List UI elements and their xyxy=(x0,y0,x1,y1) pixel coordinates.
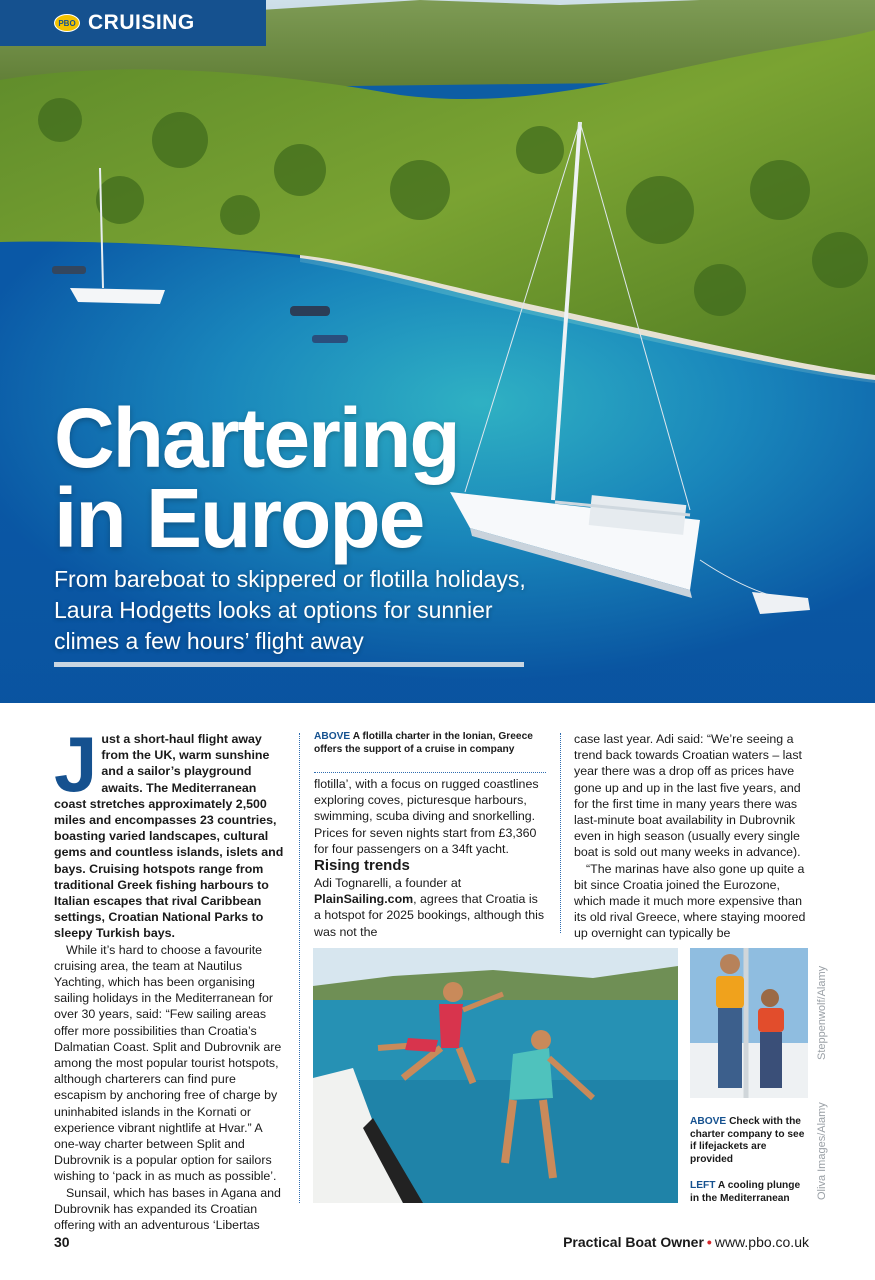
hero-divider xyxy=(54,662,524,667)
headline xyxy=(54,391,459,565)
dinghy xyxy=(290,306,330,316)
section-label: CRUISING xyxy=(88,11,195,34)
body-paragraph: While it’s hard to choose a favourite cruising area, the team at Nautilus Yachting, which has been organising sailing holidays in the Mediterranean for over 30 years, said: “Few sailing areas offer more possibilities than Croatia’s Dalmatian Coast. Split and Dubrovnik are among the most popular tourist hotspots, although charterers can find pure escapism by anchoring free of charge by uninhabited islands in the Kornati or experience vibrant nightlife at Hvar.” A one-way charter between Split and Dubrovnik is a popular option for sailors wishing to ‘pack in as much as possible’. xyxy=(54,942,282,1184)
article-column-3 xyxy=(574,731,810,942)
section-tab xyxy=(0,0,266,46)
caption-divider xyxy=(314,772,546,773)
column-divider xyxy=(299,733,300,1203)
caption-text: A flotilla charter in the Ionian, Greece offers the support of a cruise in company xyxy=(314,731,533,755)
lifejackets-photo-illustration xyxy=(690,948,808,1098)
headline-line-1: Chartering xyxy=(54,391,459,485)
body-text: , agrees that Croatia is a hotspot for 2025 bookings, although this was not the xyxy=(314,892,545,939)
page-number: 30 xyxy=(54,1234,70,1250)
article-column-1 xyxy=(54,720,284,1233)
footer-masthead xyxy=(563,1234,809,1250)
photo-caption-above xyxy=(314,731,546,776)
body-text: Adi Tognarelli, a founder at xyxy=(314,876,462,891)
dinghy xyxy=(312,335,348,343)
body-paragraph: Sunsail, which has bases in Agana and Dubrovnik has expanded its Croatian offering with an adventurous ‘Libertas xyxy=(54,1185,281,1233)
column-divider xyxy=(560,733,561,933)
caption-tag: LEFT xyxy=(690,1180,716,1191)
caption-tag: ABOVE xyxy=(690,1116,727,1127)
photo-lifejackets xyxy=(690,948,808,1098)
dinghy xyxy=(52,266,86,274)
photo-credit: Oliva Images/Alamy xyxy=(816,1102,828,1200)
caption-text: Check with the charter company to see if lifejackets are provided xyxy=(690,1116,805,1165)
plunge-photo-illustration xyxy=(313,948,678,1203)
body-paragraph: “The marinas have also gone up quite a bit since Croatia joined the Eurozone, which made it much more expensive than its old rival Greece, where staying moored up overnight can typically be xyxy=(574,861,806,941)
caption-text: A cooling plunge in the Mediterranean xyxy=(690,1180,801,1204)
intro-paragraph: ust a short-haul flight away from the UK, warm sunshine and a sailor’s playground awaits. The Mediterranean coast stretches approximately 2,500 miles and encompasses 23 countries, boasting varied landscapes, cultural gems and countless islands, islets and bays. Cruising hotspots range from traditional Greek fishing harbours to Italian escapes that rival Caribbean settings, Croatian National Parks to sleepy Turkish bays. xyxy=(54,732,284,941)
body-paragraph: case last year. Adi said: “We’re seeing a trend back towards Croatian waters – last year there was a drop off as prices have gone up and up in the last five years, and for the first time in many years there was last-minute boat availability in Dubrovnik even in high season (usually every single boat is sold out many weeks in advance). xyxy=(574,732,802,860)
caption-tag: ABOVE xyxy=(314,731,351,742)
headline-line-2: in Europe xyxy=(54,471,424,565)
caption-plunge xyxy=(690,1180,812,1205)
website-link[interactable]: PlainSailing.com xyxy=(314,892,414,907)
article-column-2 xyxy=(314,731,546,940)
pbo-logo: PBO xyxy=(54,14,80,32)
photo-credit: Steppenwolf/Alamy xyxy=(816,965,828,1060)
standfirst: From bareboat to skippered or flotilla holidays, Laura Hodgetts looks at options for sunnier climes a few hours’ flight away xyxy=(54,566,526,654)
separator-dot: • xyxy=(706,1234,712,1250)
body-paragraph: flotilla’, with a focus on rugged coastlines exploring coves, picturesque harbours, swimming, scuba diving and snorkelling. Prices for seven nights start from £3,360 for four passengers on a 34ft yacht. xyxy=(314,777,539,856)
drop-cap: J xyxy=(54,720,98,808)
magazine-name: Practical Boat Owner xyxy=(563,1234,704,1250)
photo-plunge xyxy=(313,948,678,1203)
subheading: Rising trends xyxy=(314,857,410,875)
body-paragraph xyxy=(314,875,546,940)
caption-lifejackets xyxy=(690,1116,812,1166)
website-url[interactable]: www.pbo.co.uk xyxy=(714,1234,809,1250)
